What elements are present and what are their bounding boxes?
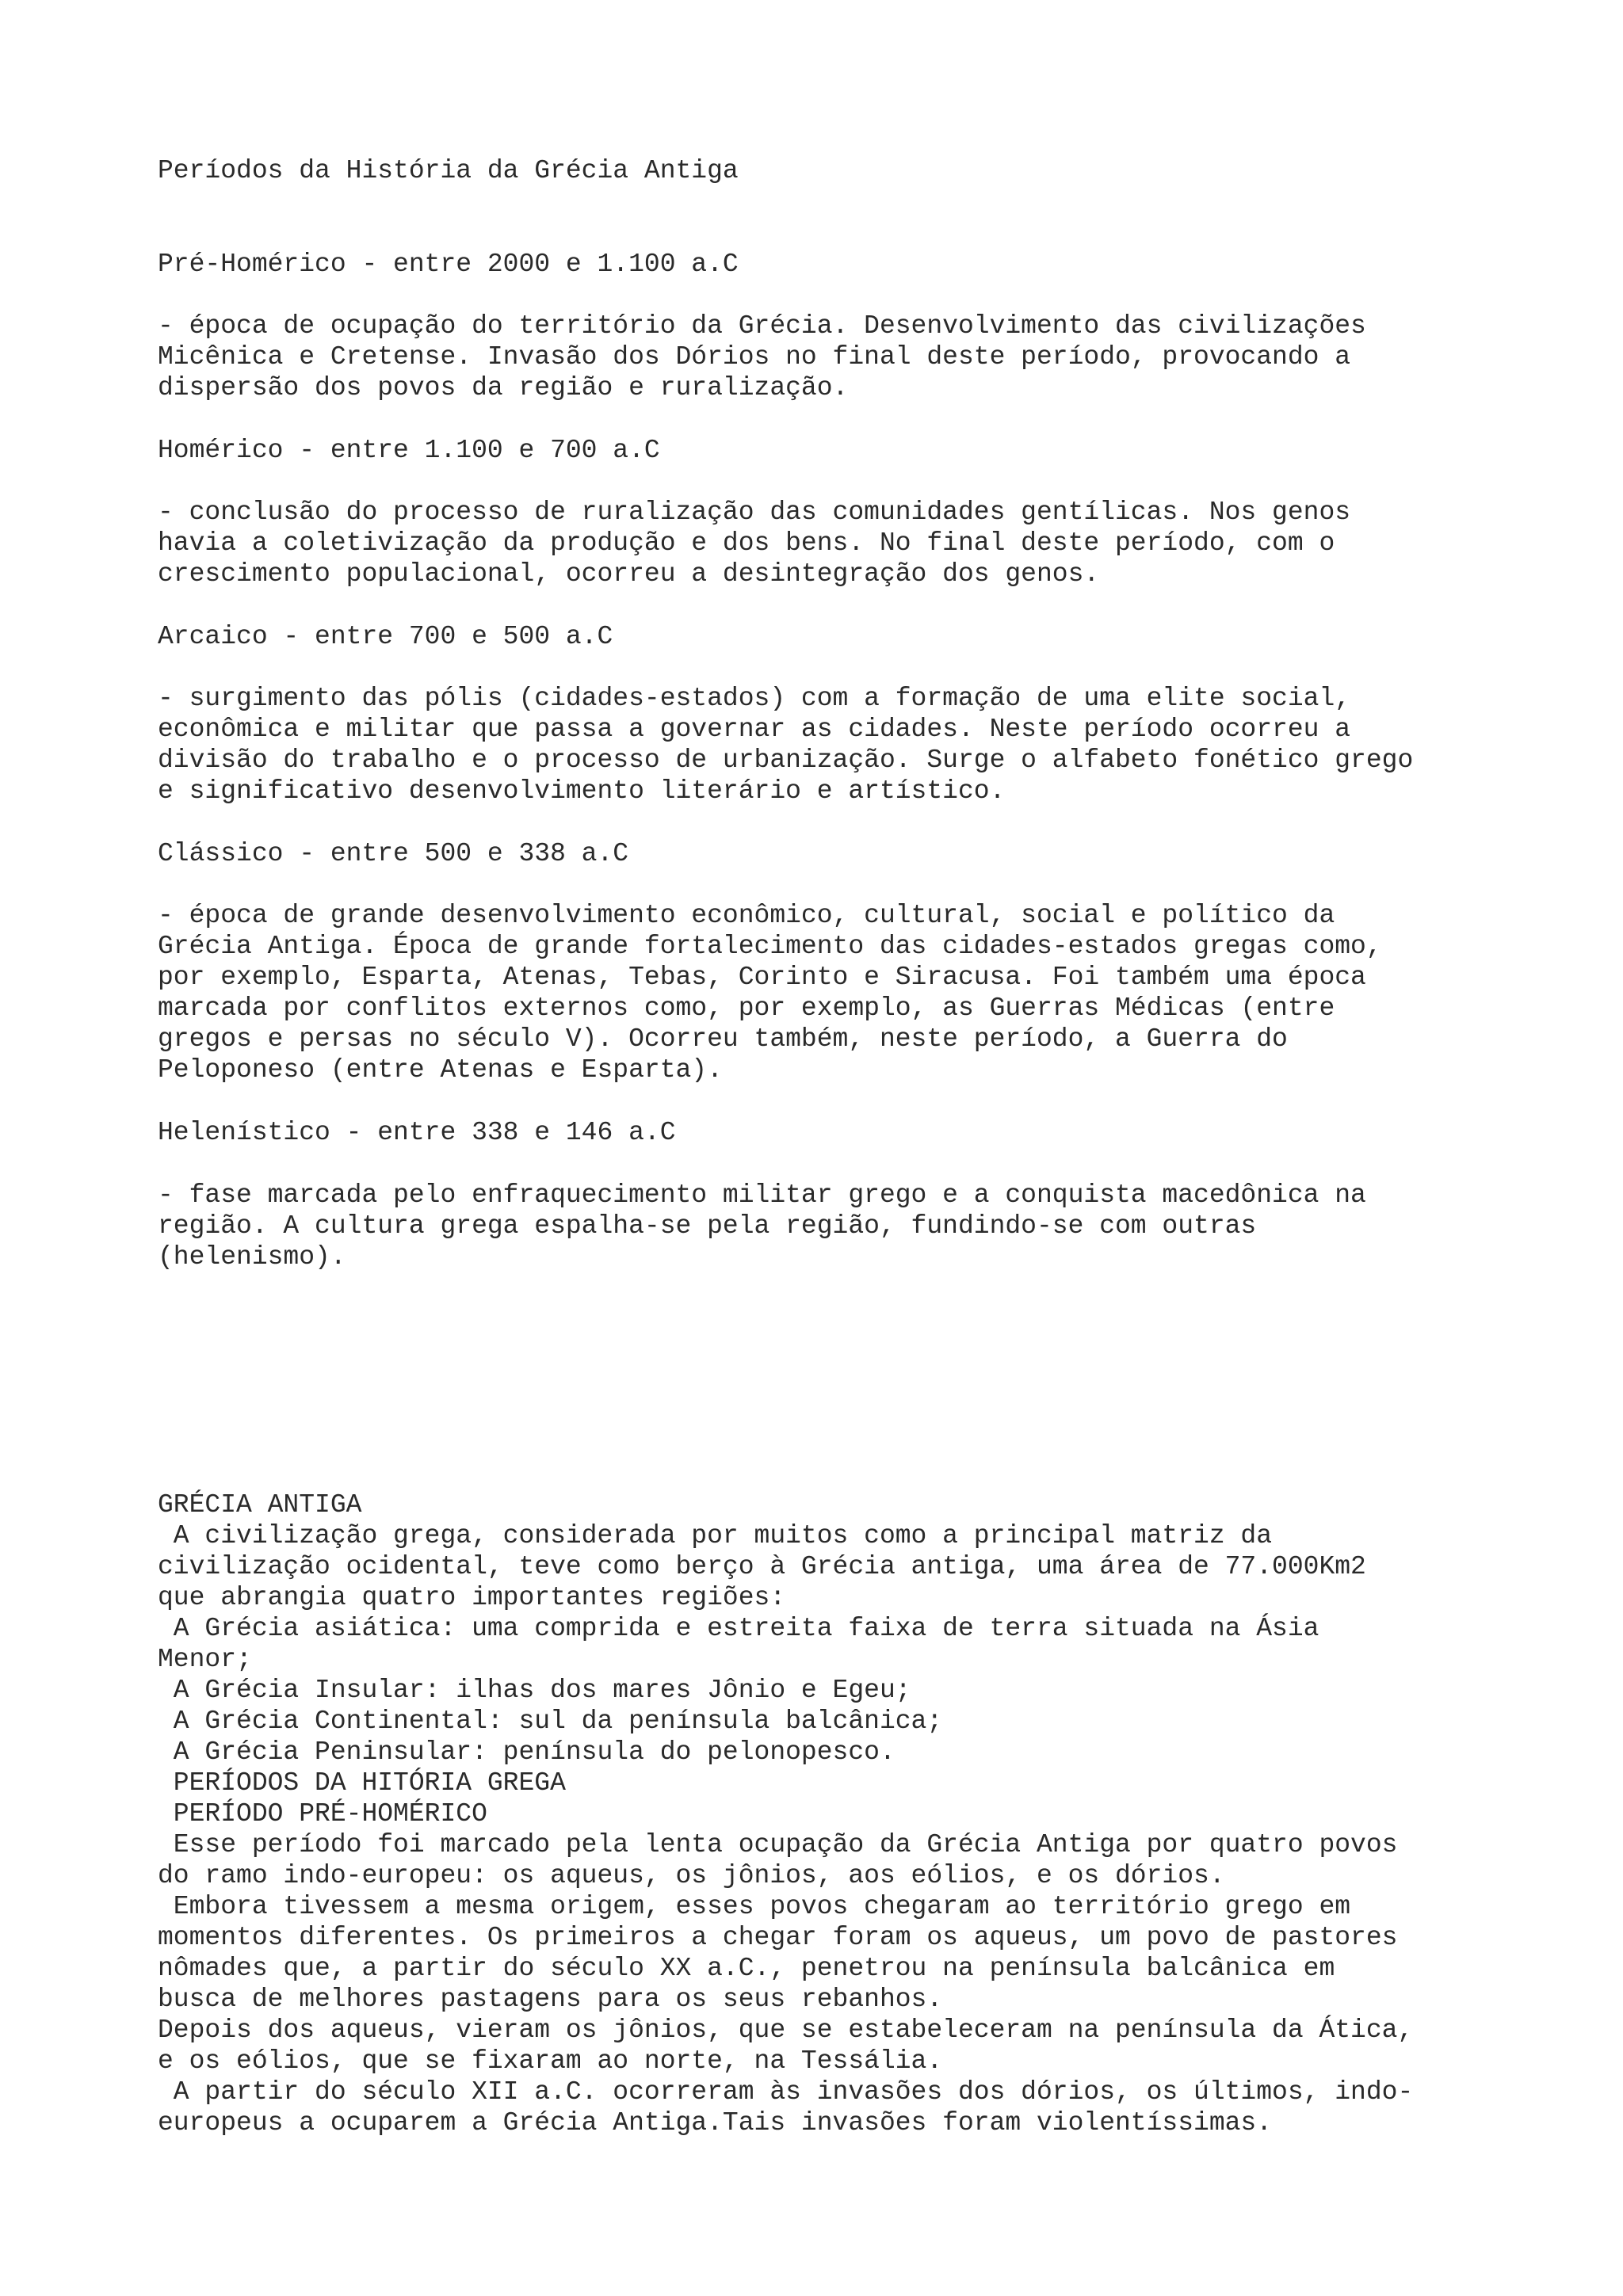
body-line: A Grécia Continental: sul da península balcânica; [158,1707,943,1736]
body-line: busca de melhores pastagens para os seus rebanhos. [158,1985,943,2014]
period-heading: Clássico - entre 500 e 338 a.C [158,839,629,868]
period-heading: Arcaico - entre 700 e 500 a.C [158,622,613,651]
period-line: - época de grande desenvolvimento econômico, cultural, social e político da [158,901,1335,930]
period-line: - época de ocupação do território da Grécia. Desenvolvimento das civilizações [158,311,1366,341]
period-line: e significativo desenvolvimento literário e artístico. [158,776,1006,806]
subheading: PERÍODOS DA HITÓRIA GREGA [158,1768,566,1798]
period-line: - fase marcada pelo enfraquecimento militar grego e a conquista macedônica na [158,1180,1366,1210]
body-line: e os eólios, que se fixaram ao norte, na Tessália. [158,2046,943,2076]
period-heading: Pré-Homérico - entre 2000 e 1.100 a.C [158,250,739,279]
body-line: nômades que, a partir do século XX a.C., penetrou na península balcânica em [158,1954,1335,1983]
body-line: que abrangia quatro importantes regiões: [158,1583,786,1612]
period-line: - conclusão do processo de ruralização das comunidades gentílicas. Nos genos [158,498,1351,527]
body-line: A Grécia asiática: uma comprida e estreita faixa de terra situada na Ásia [158,1614,1319,1643]
period-line: marcada por conflitos externos como, por exemplo, as Guerras Médicas (entre [158,994,1335,1023]
body-line: civilização ocidental, teve como berço à Grécia antiga, uma área de 77.000Km2 [158,1552,1366,1581]
body-line: A Grécia Peninsular: península do pelonopesco. [158,1737,896,1767]
body-line: momentos diferentes. Os primeiros a chegar foram os aqueus, um povo de pastores [158,1923,1398,1952]
section-heading: GRÉCIA ANTIGA [158,1490,362,1520]
period-line: econômica e militar que passa a governar as cidades. Neste período ocorreu a [158,715,1351,744]
period-line: Grécia Antiga. Época de grande fortalecimento das cidades-estados gregas como, [158,932,1382,961]
period-line: Micênica e Cretense. Invasão dos Dórios no final deste período, provocando a [158,342,1351,372]
body-line: Esse período foi marcado pela lenta ocupação da Grécia Antiga por quatro povos [158,1830,1398,1859]
period-line: (helenismo). [158,1242,346,1272]
period-line: - surgimento das pólis (cidades-estados) com a formação de uma elite social, [158,684,1351,713]
period-line: por exemplo, Esparta, Atenas, Tebas, Corinto e Siracusa. Foi também uma época [158,963,1366,992]
period-line: crescimento populacional, ocorreu a desintegração dos genos. [158,559,1100,589]
period-line: Peloponeso (entre Atenas e Esparta). [158,1055,723,1085]
period-heading: Helenístico - entre 338 e 146 a.C [158,1118,676,1147]
body-line: A Grécia Insular: ilhas dos mares Jônio e Egeu; [158,1676,911,1705]
period-line: divisão do trabalho e o processo de urbanização. Surge o alfabeto fonético grego [158,746,1414,775]
period-heading: Homérico - entre 1.100 e 700 a.C [158,436,660,465]
period-line: gregos e persas no século V). Ocorreu também, neste período, a Guerra do [158,1024,1288,1054]
period-line: região. A cultura grega espalha-se pela região, fundindo-se com outras [158,1211,1257,1241]
period-line: havia a coletivização da produção e dos bens. No final deste período, com o [158,528,1335,558]
body-line: Embora tivessem a mesma origem, esses povos chegaram ao território grego em [158,1892,1351,1921]
period-line: dispersão dos povos da região e ruralização. [158,373,849,402]
body-line: Depois dos aqueus, vieram os jônios, que se estabeleceram na península da Ática, [158,2016,1414,2045]
subheading: PERÍODO PRÉ-HOMÉRICO [158,1799,487,1829]
body-line: A partir do século XII a.C. ocorreram às invasões dos dórios, os últimos, indo- [158,2077,1414,2107]
body-line: do ramo indo-europeu: os aqueus, os jônios, aos eólios, e os dórios. [158,1861,1225,1890]
body-line: A civilização grega, considerada por muitos como a principal matriz da [158,1521,1273,1550]
body-line: Menor; [158,1645,252,1674]
body-line: europeus a ocuparem a Grécia Antiga.Tais invasões foram violentíssimas. [158,2108,1273,2138]
document-title: Períodos da História da Grécia Antiga [158,156,739,185]
